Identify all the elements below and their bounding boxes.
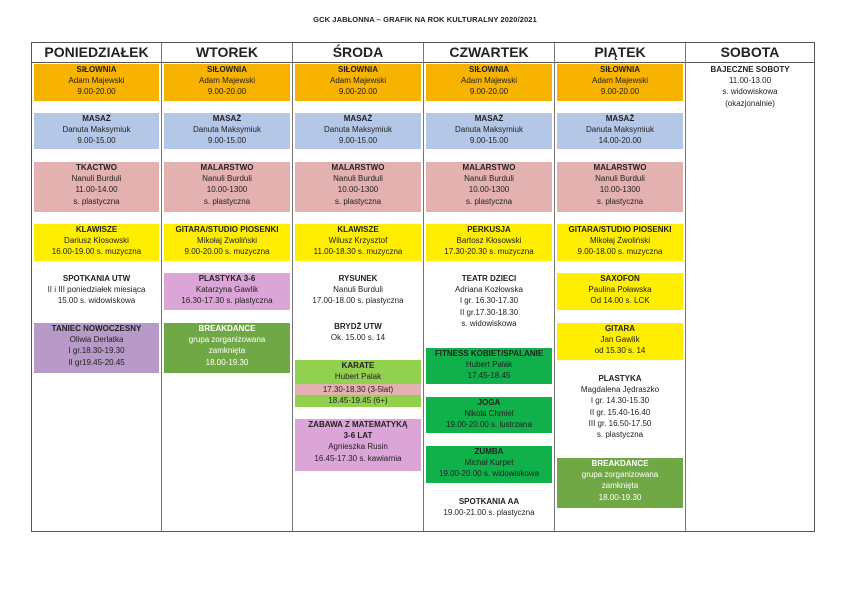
activity-title: KARATE bbox=[341, 361, 375, 370]
activity-line: grupa zorganizowana bbox=[581, 470, 659, 480]
activity-title: PERKUSJA bbox=[467, 225, 511, 234]
activity-title: MASAŻ bbox=[82, 114, 111, 123]
activity-block bbox=[557, 458, 683, 508]
activity-block bbox=[34, 113, 159, 149]
activity-title: GITARA/STUDIO PIOSENKI bbox=[175, 225, 279, 234]
activity-block bbox=[164, 323, 290, 373]
activity-line: 18.45-19.45 (6+) bbox=[328, 396, 388, 405]
activity-line: 17.45-18.45 bbox=[467, 371, 511, 381]
activity-block bbox=[557, 162, 683, 212]
activity-line: s. widowiskowa bbox=[722, 87, 778, 97]
activity-line: Nanuli Burduli bbox=[595, 174, 645, 184]
activity-line: 9.00-20.00 bbox=[338, 87, 378, 97]
activity-line: 17.30-20.30 s. muzyczna bbox=[444, 247, 534, 257]
activity-block bbox=[557, 273, 683, 310]
activity-block bbox=[34, 273, 159, 313]
activity-line: II gr.17.30-18.30 bbox=[459, 307, 519, 317]
activity-title: 3-6 LAT bbox=[343, 431, 373, 441]
activity-line: Od 14.00 s. LCK bbox=[590, 296, 650, 306]
activity-line: Adam Majewski bbox=[68, 76, 125, 86]
activity-title: FITNESS KOBIET/SPALANIE bbox=[434, 349, 544, 358]
activity-line: zamknięta bbox=[601, 481, 639, 491]
activity-line: 10.00-1300 bbox=[468, 185, 510, 195]
day-header-friday: PIĄTEK bbox=[555, 43, 685, 63]
activity-block bbox=[295, 384, 421, 395]
activity-line: 9.00-20.00 bbox=[469, 87, 509, 97]
activity-block bbox=[34, 224, 159, 261]
activity-line: Danuta Maksymiuk bbox=[323, 125, 393, 135]
activity-line: Nanuli Burduli bbox=[333, 285, 383, 295]
activity-title: RYSUNEK bbox=[338, 274, 378, 283]
activity-line: Hubert Palak bbox=[465, 360, 513, 370]
activity-block bbox=[295, 419, 421, 471]
activity-block bbox=[295, 162, 421, 212]
activity-line: 19.00-21.00 s. plastyczna bbox=[443, 508, 535, 518]
column-wednesday bbox=[293, 43, 424, 531]
activity-block bbox=[557, 323, 683, 360]
activity-block bbox=[557, 64, 683, 101]
activity-line: Danuta Maksymiuk bbox=[585, 125, 655, 135]
activity-line: Katarzyna Gawlik bbox=[195, 285, 259, 295]
activity-block bbox=[295, 113, 421, 149]
schedule-table bbox=[31, 42, 815, 532]
activity-title: KLAWISZE bbox=[337, 225, 379, 234]
activity-line: Nanuli Burduli bbox=[71, 174, 122, 184]
page-title: GCK JABŁONNA – GRAFIK NA ROK KULTURALNY 2020/2021 bbox=[313, 15, 537, 24]
activity-block bbox=[426, 348, 552, 384]
activity-line: 19.00-20.00 s. widowiskowa bbox=[438, 469, 540, 479]
activity-line: 9.00-20.00 s. muzyczna bbox=[184, 247, 270, 257]
activity-line: Bartosz Kłosowski bbox=[456, 236, 522, 246]
activity-line: s. plastyczna bbox=[73, 196, 120, 206]
activity-line: 18.00-19.30 bbox=[598, 492, 642, 502]
activity-block bbox=[164, 273, 290, 310]
column-friday bbox=[555, 43, 686, 531]
activity-title: SIŁOWNIA bbox=[469, 65, 509, 74]
activity-title: SAXOFON bbox=[600, 274, 640, 283]
activity-line: Adam Majewski bbox=[591, 76, 648, 86]
activity-line: I gr. 14.30-15.30 bbox=[590, 396, 650, 406]
activity-line: Nikola Chmiel bbox=[464, 409, 514, 419]
column-saturday bbox=[686, 43, 814, 531]
activity-line: Dariusz Kłosowski bbox=[64, 236, 129, 246]
activity-line: 9.00-15.00 bbox=[338, 136, 378, 146]
activity-line: Nanuli Burduli bbox=[333, 174, 383, 184]
activity-block bbox=[34, 162, 159, 212]
activity-line: Magdalena Jędraszko bbox=[580, 385, 660, 395]
activity-line: Oliwia Derlatka bbox=[69, 335, 124, 345]
activity-block bbox=[164, 113, 290, 149]
activity-line: Danuta Maksymiuk bbox=[62, 125, 131, 135]
activity-line: 9.00-15.00 bbox=[469, 136, 509, 146]
activity-title: BRYDŻ UTW bbox=[334, 322, 382, 331]
activity-block bbox=[295, 321, 421, 351]
activity-title: PLASTYKA 3-6 bbox=[198, 274, 256, 283]
activity-line: 10.00-1300 bbox=[206, 185, 248, 195]
activity-line: s. plastyczna bbox=[334, 196, 382, 206]
activity-line: Mikołaj Zwoliński bbox=[589, 236, 650, 246]
day-header-saturday: SOBOTA bbox=[686, 43, 814, 63]
activity-line: Danuta Maksymiuk bbox=[454, 125, 524, 135]
activity-title: MASAŻ bbox=[343, 114, 373, 123]
activity-title: BAJECZNE SOBOTY bbox=[710, 65, 790, 74]
activity-line: 10.00-1300 bbox=[337, 185, 379, 195]
activity-line: 9.00-20.00 bbox=[77, 87, 116, 97]
activity-line: 9.00-20.00 bbox=[207, 87, 247, 97]
activity-title: BREAKDANCE bbox=[591, 459, 649, 468]
activity-line: Adam Majewski bbox=[460, 76, 517, 86]
activity-line: 9.00-15.00 bbox=[77, 136, 116, 146]
activity-title: SIŁOWNIA bbox=[207, 65, 247, 74]
activity-line: s. plastyczna bbox=[465, 196, 513, 206]
activity-line: Adam Majewski bbox=[198, 76, 255, 86]
activity-title: PLASTYKA bbox=[598, 374, 642, 383]
activity-block bbox=[426, 273, 552, 339]
activity-line: Nanuli Burduli bbox=[202, 174, 252, 184]
activity-block bbox=[295, 64, 421, 101]
activity-title: JOGA bbox=[477, 398, 501, 407]
activity-block bbox=[295, 395, 421, 407]
activity-title: BREAKDANCE bbox=[198, 324, 256, 333]
activity-line: Michał Kurpet bbox=[464, 458, 514, 468]
activity-block bbox=[426, 64, 552, 101]
activity-line: II gr. 15.40-16.40 bbox=[589, 407, 651, 417]
activity-title: MALARSTWO bbox=[200, 163, 254, 172]
activity-title: MALARSTWO bbox=[331, 163, 385, 172]
activity-line: 9.00-15.00 bbox=[207, 136, 247, 146]
activity-line: od 15.30 s. 14 bbox=[594, 346, 646, 356]
activity-line: 15.00 s. widowiskowa bbox=[57, 296, 136, 306]
activity-title: SIŁOWNIA bbox=[76, 65, 117, 74]
activity-line: Hubert Palak bbox=[334, 372, 382, 382]
activity-line: Adam Majewski bbox=[329, 76, 386, 86]
activity-line: 11.00-18.30 s. muzyczna bbox=[313, 247, 403, 257]
activity-title: KLAWISZE bbox=[75, 225, 118, 234]
activity-line: 11.00-14.00 bbox=[75, 185, 118, 195]
activity-title: MASAŻ bbox=[212, 114, 242, 123]
activity-line: I gr.18.30-19.30 bbox=[68, 346, 125, 356]
activity-block bbox=[164, 224, 290, 261]
activity-block bbox=[688, 64, 812, 114]
activity-line: 10.00-1300 bbox=[599, 185, 641, 195]
activity-line: 16.45-17.30 s. kawiarnia bbox=[314, 453, 402, 463]
activity-line: s. plastyczna bbox=[203, 196, 251, 206]
activity-block bbox=[164, 162, 290, 212]
activity-title: TANIEC NOWOCZESNY bbox=[51, 324, 142, 333]
activity-line: Ok. 15.00 s. 14 bbox=[330, 333, 386, 343]
activity-block bbox=[426, 224, 552, 261]
activity-line: s. plastyczna bbox=[596, 196, 644, 206]
activity-block bbox=[295, 360, 421, 384]
activity-line: 17.00-18.00 s. plastyczna bbox=[312, 296, 404, 306]
activity-block bbox=[164, 64, 290, 101]
activity-line: 18.00-19.30 bbox=[205, 357, 249, 367]
activity-line: (okazjonalnie) bbox=[725, 98, 775, 108]
activity-line: s. widowiskowa bbox=[461, 318, 517, 328]
activity-line: Adriana Kozłowska bbox=[454, 285, 524, 295]
day-header-monday: PONIEDZIAŁEK bbox=[32, 43, 161, 63]
activity-title: TKACTWO bbox=[76, 163, 117, 172]
activity-line: grupa zorganizowana bbox=[188, 335, 266, 345]
activity-line: Danuta Maksymiuk bbox=[192, 125, 262, 135]
activity-block bbox=[295, 273, 421, 313]
activity-title: MALARSTWO bbox=[462, 163, 516, 172]
activity-block bbox=[557, 224, 683, 261]
column-thursday bbox=[424, 43, 555, 531]
activity-title: GITARA/STUDIO PIOSENKI bbox=[568, 225, 672, 234]
activity-line: 17.30-18.30 (3-5lat) bbox=[322, 385, 394, 394]
activity-title: TEATR DZIECI bbox=[461, 274, 517, 283]
activity-line: 16.30-17.30 s. plastyczna bbox=[181, 296, 273, 306]
activity-line: 19.00-20.00 s. lustrzana bbox=[446, 420, 532, 430]
activity-line: Paulina Poławska bbox=[588, 285, 652, 295]
activity-line: I gr. 16.30-17.30 bbox=[459, 296, 519, 306]
activity-line: Nanuli Burduli bbox=[464, 174, 514, 184]
activity-block bbox=[426, 446, 552, 483]
activity-title: MALARSTWO bbox=[593, 163, 647, 172]
activity-line: zamknięta bbox=[208, 346, 246, 356]
activity-line: Jan Gawlik bbox=[600, 335, 640, 345]
activity-title: SIŁOWNIA bbox=[338, 65, 378, 74]
activity-line: 9.00-20.00 bbox=[600, 87, 640, 97]
activity-line: Agnieszka Rusin bbox=[328, 442, 388, 452]
activity-title: SIŁOWNIA bbox=[600, 65, 640, 74]
activity-line: III gr. 16.50-17.50 bbox=[588, 418, 652, 428]
activity-title: SPOTKANIA UTW bbox=[62, 274, 131, 283]
activity-block bbox=[426, 162, 552, 212]
activity-line: Mikołaj Zwoliński bbox=[196, 236, 257, 246]
activity-block bbox=[34, 323, 159, 373]
activity-line: 9.00-18.00 s. muzyczna bbox=[577, 247, 663, 257]
activity-title: SPOTKANIA AA bbox=[458, 497, 520, 506]
activity-line: s. plastyczna bbox=[596, 430, 644, 440]
activity-title: ZABAWA Z MATEMATYKĄ bbox=[308, 420, 408, 429]
activity-line: II gr19.45-20.45 bbox=[68, 357, 125, 367]
activity-line: 14.00-20.00 bbox=[598, 136, 642, 146]
day-header-wednesday: ŚRODA bbox=[293, 43, 423, 63]
activity-title: MASAŻ bbox=[605, 114, 635, 123]
activity-block bbox=[426, 496, 552, 522]
day-header-thursday: CZWARTEK bbox=[424, 43, 554, 63]
activity-line: 11.00-13.00 bbox=[728, 76, 772, 86]
activity-block bbox=[295, 224, 421, 261]
activity-block bbox=[557, 373, 683, 439]
column-monday bbox=[32, 43, 162, 531]
activity-line: Wilusz Krzysztof bbox=[328, 236, 388, 246]
activity-title: GITARA bbox=[604, 324, 636, 333]
day-header-tuesday: WTOREK bbox=[162, 43, 292, 63]
column-tuesday bbox=[162, 43, 293, 531]
activity-line: II i III poniedziałek miesiąca bbox=[47, 285, 146, 295]
activity-block bbox=[426, 113, 552, 149]
activity-title: MASAŻ bbox=[474, 114, 504, 123]
activity-block bbox=[426, 397, 552, 433]
activity-title: ZUMBA bbox=[474, 447, 504, 456]
activity-line: 16.00-19.00 s. muzyczna bbox=[51, 247, 142, 257]
activity-block bbox=[34, 64, 159, 101]
activity-block bbox=[557, 113, 683, 149]
